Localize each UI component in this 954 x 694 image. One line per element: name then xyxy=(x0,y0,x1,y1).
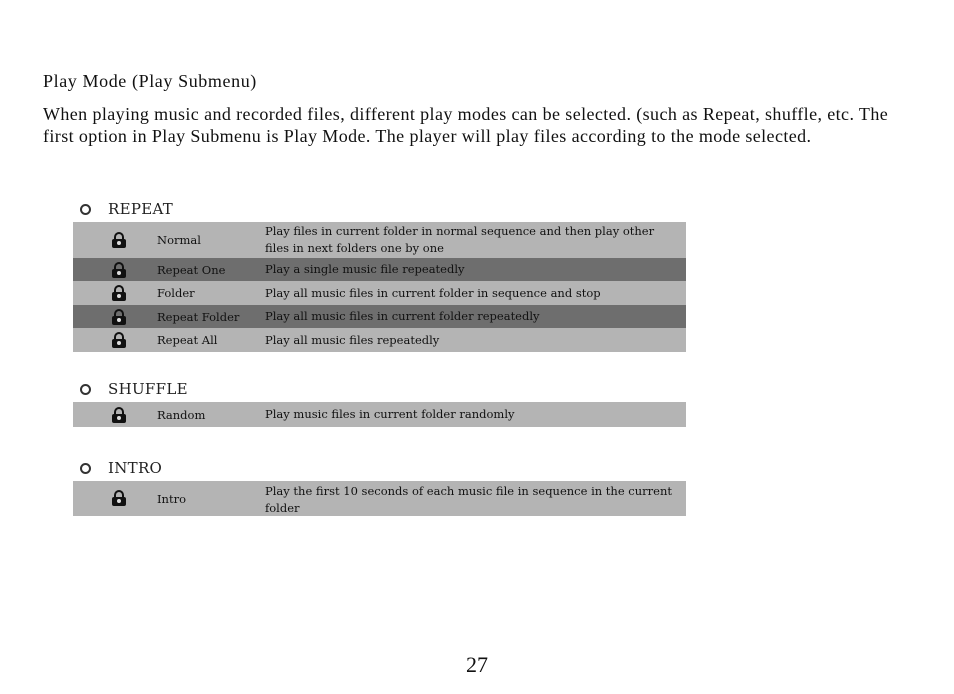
lock-icon xyxy=(112,407,126,423)
table-row xyxy=(73,481,686,516)
intro-title-label: INTRO xyxy=(108,459,163,477)
lock-icon xyxy=(112,490,126,506)
mode-description: Play all music files in current folder in sequence and stop xyxy=(265,285,601,300)
table-row xyxy=(73,281,686,305)
lock-icon xyxy=(112,285,126,301)
mode-description: Play the first 10 seconds of each music file in sequence in the current folder xyxy=(265,484,672,515)
page-number: 27 xyxy=(466,652,488,677)
mode-name: Repeat Folder xyxy=(157,309,240,324)
mode-name: Intro xyxy=(157,492,186,506)
intro-section-title xyxy=(73,455,687,481)
shuffle-title-label: SHUFFLE xyxy=(108,380,188,398)
mode-name: Random xyxy=(157,407,206,422)
repeat-title-label: REPEAT xyxy=(108,200,174,218)
radio-circle-icon xyxy=(80,463,91,474)
mode-description: Play music files in current folder randomly xyxy=(265,407,515,421)
lock-icon xyxy=(112,232,126,248)
radio-circle-icon xyxy=(80,384,91,395)
radio-circle-icon xyxy=(80,204,91,215)
section-heading: Play Mode (Play Submenu) xyxy=(43,71,257,91)
body-paragraph: When playing music and recorded files, different play modes can be selected. (such as Repeat, shuffle, etc. The first option in Play Submenu is Play Mode. The player will play files according to the mode selected. xyxy=(43,104,889,146)
table-row xyxy=(73,402,686,427)
mode-name: Folder xyxy=(157,286,195,300)
lock-icon xyxy=(112,309,126,325)
mode-description: Play a single music file repeatedly xyxy=(265,262,465,276)
mode-description: Play all music files in current folder repeatedly xyxy=(265,309,540,323)
mode-name: Normal xyxy=(157,233,201,247)
intro-table xyxy=(73,481,686,516)
table-row xyxy=(73,328,686,352)
play-mode-figure xyxy=(73,196,687,516)
repeat-table xyxy=(73,222,686,352)
mode-name: Repeat One xyxy=(157,262,226,277)
mode-description: Play all music files repeatedly xyxy=(265,332,440,347)
lock-icon xyxy=(112,262,126,278)
mode-description: Play files in current folder in normal sequence and then play other files in next folders one by one xyxy=(265,224,655,255)
lock-icon xyxy=(112,332,126,348)
table-row xyxy=(73,222,686,258)
shuffle-table xyxy=(73,402,686,427)
shuffle-section-title xyxy=(73,376,687,402)
table-row xyxy=(73,258,686,281)
mode-name: Repeat All xyxy=(157,333,218,347)
repeat-section-title xyxy=(73,196,687,222)
table-row xyxy=(73,305,686,328)
